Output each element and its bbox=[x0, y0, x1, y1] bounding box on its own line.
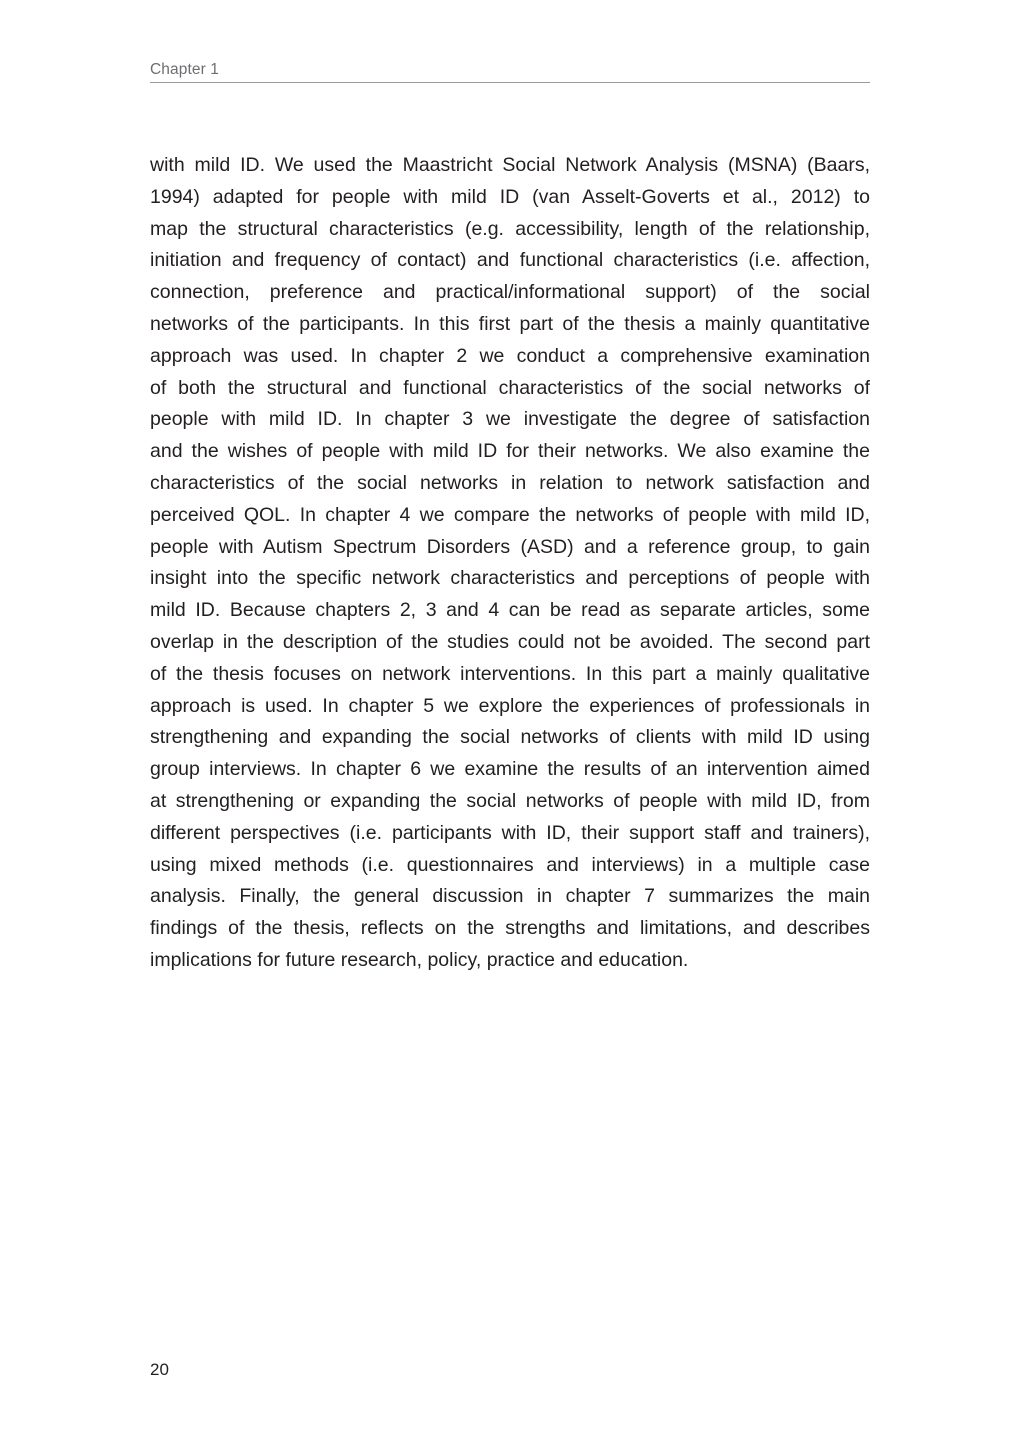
text-line: with mild ID. We used the Maastricht Social Network Analysis (MSNA) (Baars, bbox=[150, 154, 870, 176]
text-line: mild ID. Because chapters 2, 3 and 4 can be read as separate articles, some bbox=[150, 599, 870, 622]
text-line: group interviews. In chapter 6 we examine the results of an intervention aimed bbox=[150, 758, 870, 781]
body-paragraph bbox=[150, 150, 870, 977]
text-line: different perspectives (i.e. participants with ID, their support staff and trainers), bbox=[150, 821, 870, 844]
text-line: analysis. Finally, the general discussion in chapter 7 summarizes the main bbox=[150, 885, 870, 908]
text-line: approach was used. In chapter 2 we conduct a comprehensive examination bbox=[150, 344, 870, 367]
page-number: 20 bbox=[150, 1360, 169, 1379]
text-line: networks of the participants. In this first part of the thesis a mainly quantitative bbox=[150, 312, 870, 335]
text-line: at strengthening or expanding the social networks of people with mild ID, from bbox=[150, 789, 870, 812]
text-line: connection, preference and practical/informational support) of the social bbox=[150, 281, 870, 304]
text-line: strengthening and expanding the social networks of clients with mild ID using bbox=[150, 726, 870, 749]
text-line: and the wishes of people with mild ID for their networks. We also examine the bbox=[150, 440, 870, 463]
text-line: implications for future research, policy, practice and education. bbox=[150, 948, 689, 971]
text-line: initiation and frequency of contact) and functional characteristics (i.e. affection, bbox=[150, 249, 870, 272]
text-line: 1994) adapted for people with mild ID (van Asselt-Goverts et al., 2012) to bbox=[150, 185, 870, 208]
text-line: overlap in the description of the studies could not be avoided. The second part bbox=[150, 630, 870, 653]
text-line: of the thesis focuses on network interventions. In this part a mainly qualitative bbox=[150, 662, 870, 685]
text-line: insight into the specific network characteristics and perceptions of people with bbox=[150, 567, 870, 590]
text-line: of both the structural and functional characteristics of the social networks of bbox=[150, 376, 870, 399]
text-line: people with Autism Spectrum Disorders (ASD) and a reference group, to gain bbox=[150, 535, 870, 558]
text-line: map the structural characteristics (e.g. accessibility, length of the relationship, bbox=[150, 217, 870, 240]
text-line: using mixed methods (i.e. questionnaires and interviews) in a multiple case bbox=[150, 853, 870, 876]
text-line: perceived QOL. In chapter 4 we compare the networks of people with mild ID, bbox=[150, 503, 870, 526]
running-header-title: Chapter 1 bbox=[150, 61, 219, 78]
text-line: characteristics of the social networks in relation to network satisfaction and bbox=[150, 471, 870, 494]
running-header bbox=[150, 60, 870, 83]
text-line: findings of the thesis, reflects on the strengths and limitations, and describes bbox=[150, 917, 870, 940]
text-line: people with mild ID. In chapter 3 we investigate the degree of satisfaction bbox=[150, 408, 870, 431]
text-line: approach is used. In chapter 5 we explore the experiences of professionals in bbox=[150, 694, 870, 717]
